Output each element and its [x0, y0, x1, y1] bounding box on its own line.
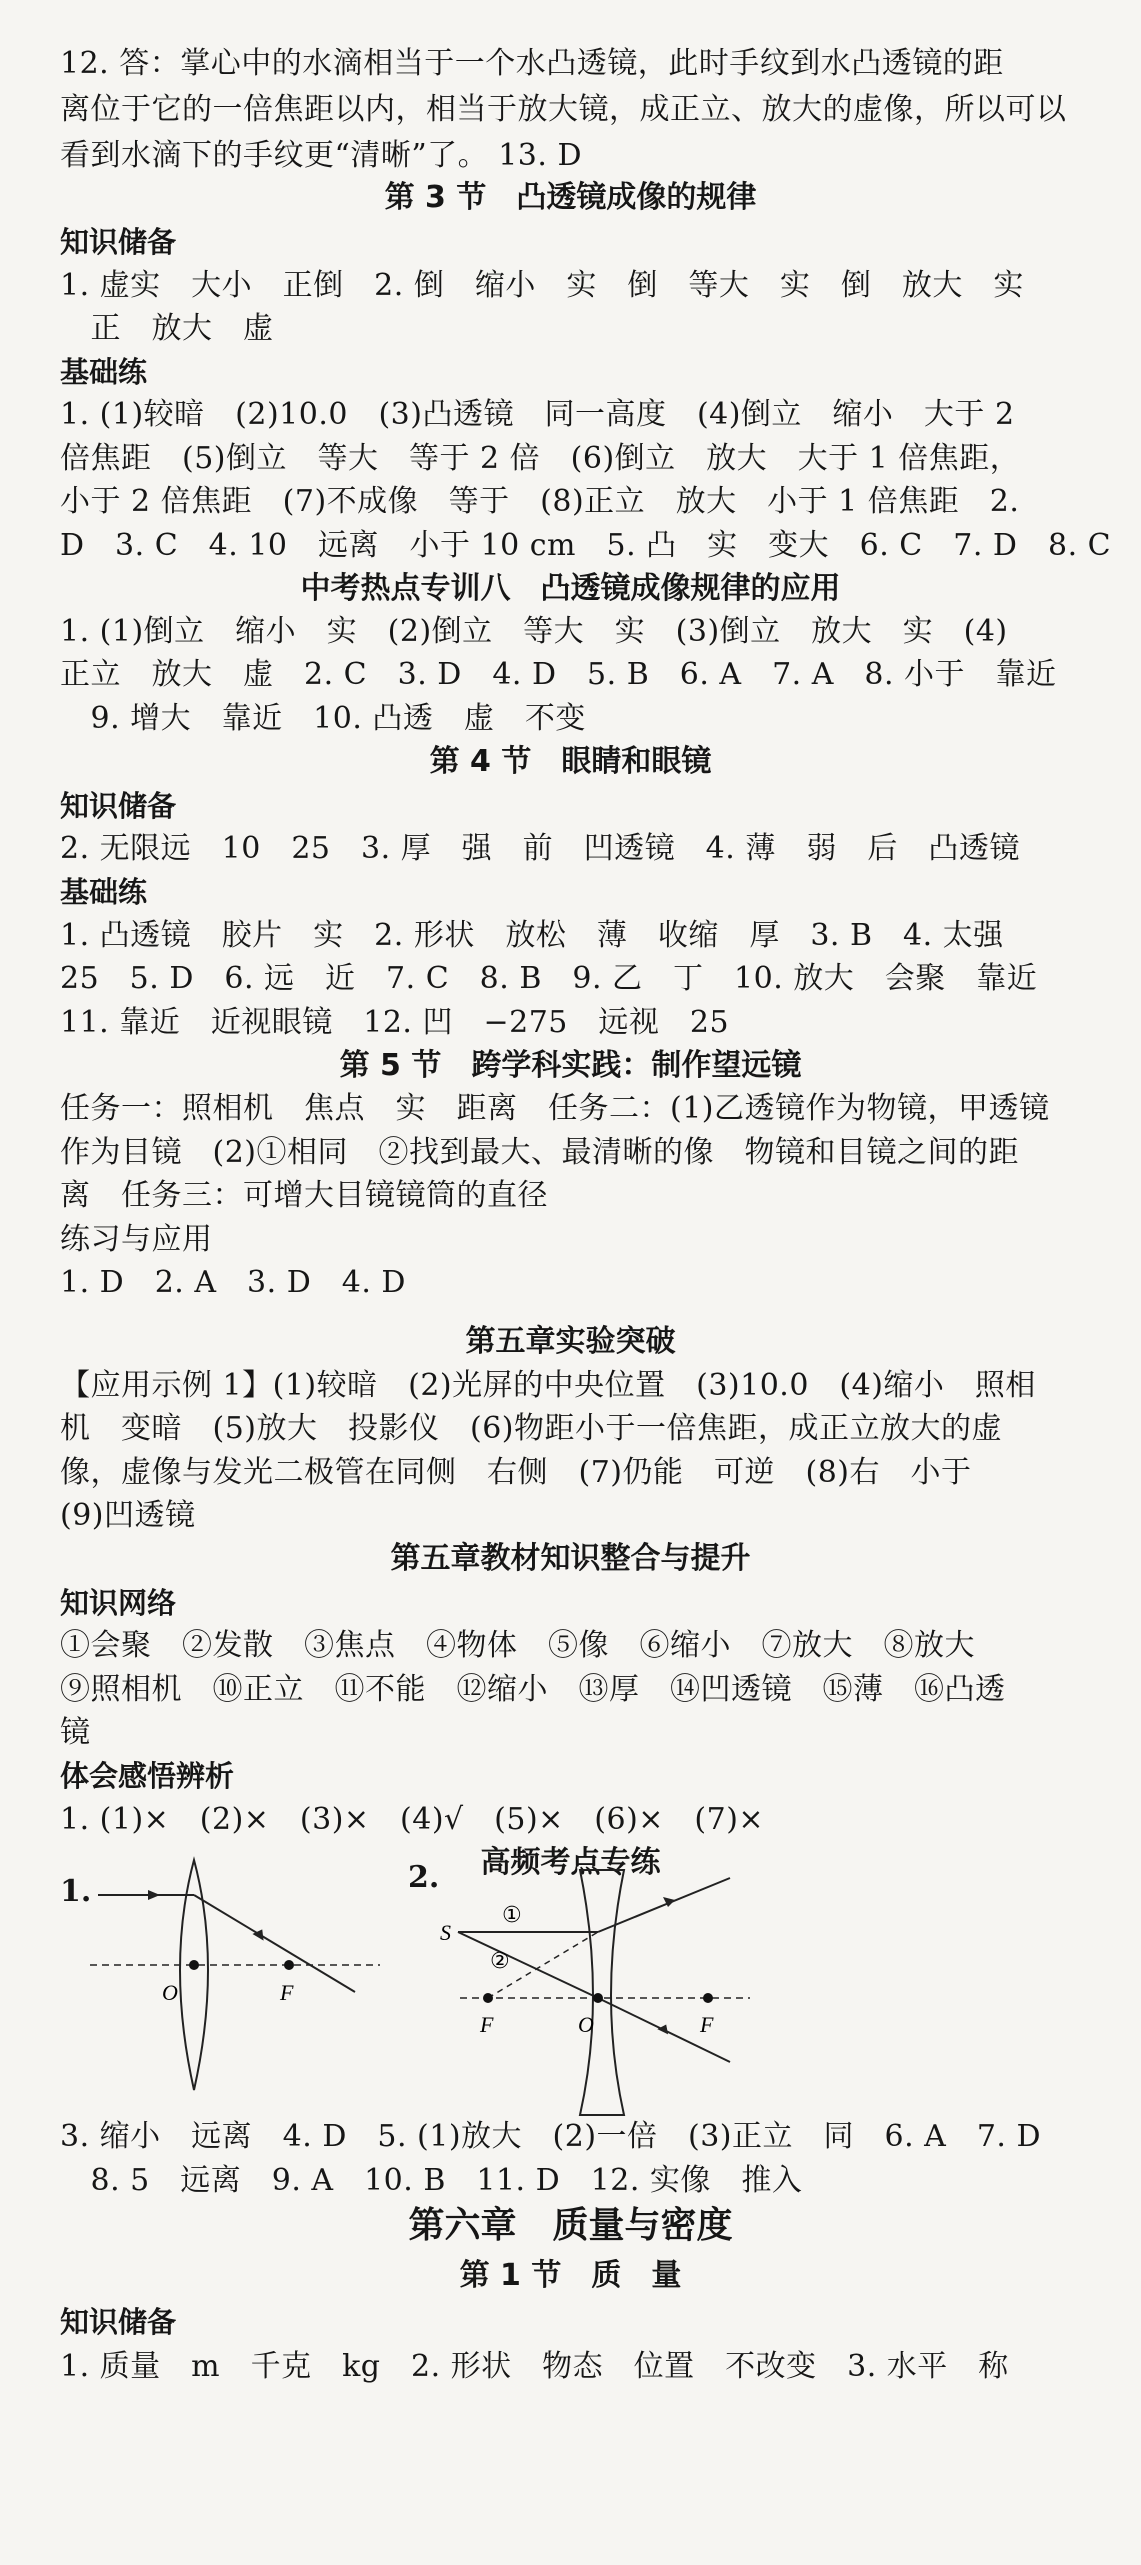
text-line: 2. 无限远 10 25 3. 厚 强 前 凹透镜 4. 薄 弱 后 凸透镜	[60, 831, 1020, 866]
section-title: 第五章实验突破	[465, 1324, 676, 1359]
subsection-heading: 基础练	[60, 875, 148, 909]
text-line: 正 放大 虚	[60, 311, 274, 346]
text-line: 像，虚像与发光二极管在同侧 右侧 (7)仍能 可逆 (8)右 小于	[60, 1455, 972, 1490]
section-title: 高频考点专练	[480, 1845, 661, 1880]
text-line: 【应用示例 1】(1)较暗 (2)光屏的中央位置 (3)10.0 (4)缩小 照相	[60, 1368, 1036, 1403]
text-line: 正立 放大 虚 2. C 3. D 4. D 5. B 6. A 7. A 8. 小于 靠近	[60, 657, 1057, 692]
refracted-ray	[194, 1895, 355, 1992]
label-ray-2: ②	[490, 1949, 510, 1974]
text-line: ①会聚 ②发散 ③焦点 ④物体 ⑤像 ⑥缩小 ⑦放大 ⑧放大	[60, 1628, 975, 1663]
figure-2-number: 2.	[408, 1860, 440, 1895]
subsection-heading: 知识网络	[60, 1586, 177, 1620]
figure-1-number: 1.	[60, 1874, 92, 1909]
subsection-heading: 知识储备	[60, 225, 177, 259]
optical-center-dot	[189, 1960, 199, 1970]
text-line: 小于 2 倍焦距 (7)不成像 等于 (8)正立 放大 小于 1 倍焦距 2.	[60, 484, 1020, 519]
text-line: 1. D 2. A 3. D 4. D	[60, 1265, 406, 1300]
text-line: 25 5. D 6. 远 近 7. C 8. B 9. 乙 丁 10. 放大 会聚 靠近	[60, 961, 1038, 996]
text-line: 1. 质量 m 千克 kg 2. 形状 物态 位置 不改变 3. 水平 称	[60, 2349, 1009, 2384]
arrow-icon	[148, 1890, 160, 1900]
text-line: (9)凹透镜	[60, 1498, 196, 1533]
concave-lens-ray-diagram	[430, 1850, 760, 2120]
text-line: ⑨照相机 ⑩正立 ⑪不能 ⑫缩小 ⑬厚 ⑭凹透镜 ⑮薄 ⑯凸透	[60, 1672, 1006, 1707]
label-O: O	[578, 2012, 594, 2037]
text-line: 离 任务三：可增大目镜镜筒的直径	[60, 1178, 548, 1213]
text-line: D 3. C 4. 10 远离 小于 10 cm 5. 凸 实 变大 6. C 7. D 8. C	[60, 528, 1112, 563]
label-O: O	[162, 1980, 178, 2005]
text-line: 1. 虚实 大小 正倒 2. 倒 缩小 实 倒 等大 实 倒 放大 实	[60, 268, 1024, 303]
section-title: 第 1 节 质 量	[459, 2258, 682, 2293]
text-line: 1. (1)较暗 (2)10.0 (3)凸透镜 同一高度 (4)倒立 缩小 大于 2	[60, 397, 1015, 432]
section-title: 第 5 节 跨学科实践：制作望远镜	[339, 1048, 802, 1083]
section-title: 第五章教材知识整合与提升	[390, 1541, 751, 1576]
text-line: 12. 答：掌心中的水滴相当于一个水凸透镜，此时手纹到水凸透镜的距	[60, 46, 1004, 81]
text-line: 看到水滴下的手纹更“清晰”了。 13. D	[60, 138, 583, 173]
label-ray-1: ①	[502, 1903, 522, 1928]
text-line: 任务一：照相机 焦点 实 距离 任务二：(1)乙透镜作为物镜，甲透镜	[60, 1091, 1050, 1126]
focus-dot	[703, 1993, 713, 2003]
text-line: 3. 缩小 远离 4. D 5. (1)放大 (2)一倍 (3)正立 同 6. A 7. D	[60, 2119, 1042, 2154]
convex-lens-ray-diagram	[90, 1850, 400, 2100]
ray-2	[458, 1932, 598, 1998]
subsection-heading: 体会感悟辨析	[60, 1759, 235, 1793]
chapter-title: 第六章 质量与密度	[408, 2205, 733, 2246]
text-line: 机 变暗 (5)放大 投影仪 (6)物距小于一倍焦距，成正立放大的虚	[60, 1411, 1002, 1446]
label-F: F	[280, 1980, 294, 2005]
text-line: 作为目镜 (2)①相同 ②找到最大、最清晰的像 物镜和目镜之间的距	[60, 1135, 1019, 1170]
optical-center-dot	[593, 1993, 603, 2003]
label-S: S	[440, 1920, 451, 1945]
label-F-right: F	[700, 2012, 714, 2037]
text-line: 镜	[60, 1715, 91, 1750]
text-line: 8. 5 远离 9. A 10. B 11. D 12. 实像 推入	[60, 2163, 803, 2198]
text-line: 1. 凸透镜 胶片 实 2. 形状 放松 薄 收缩 厚 3. B 4. 太强	[60, 918, 1004, 953]
text-line: 11. 靠近 近视眼镜 12. 凹 −275 远视 25	[60, 1005, 730, 1040]
section-title: 中考热点专训八 凸透镜成像规律的应用	[300, 571, 841, 606]
subsection-heading: 知识储备	[60, 789, 177, 823]
text-line: 1. (1)倒立 缩小 实 (2)倒立 等大 实 (3)倒立 放大 实 (4)	[60, 614, 1008, 649]
subsection-heading: 知识储备	[60, 2305, 177, 2339]
subsection-heading: 基础练	[60, 355, 148, 389]
text-line: 倍焦距 (5)倒立 等大 等于 2 倍 (6)倒立 放大 大于 1 倍焦距，	[60, 441, 1021, 476]
focus-dot	[284, 1960, 294, 1970]
text-line: 离位于它的一倍焦距以内，相当于放大镜，成正立、放大的虚像，所以可以	[60, 92, 1067, 127]
text-line: 1. (1)× (2)× (3)× (4)√ (5)× (6)× (7)×	[60, 1802, 765, 1837]
focus-dot	[483, 1993, 493, 2003]
label-F-left: F	[480, 2012, 494, 2037]
text-line: 9. 增大 靠近 10. 凸透 虚 不变	[60, 701, 586, 736]
section-title: 第 4 节 眼睛和眼镜	[429, 744, 712, 779]
subsection-heading-plain: 练习与应用	[60, 1222, 213, 1257]
section-title: 第 3 节 凸透镜成像的规律	[384, 180, 757, 215]
